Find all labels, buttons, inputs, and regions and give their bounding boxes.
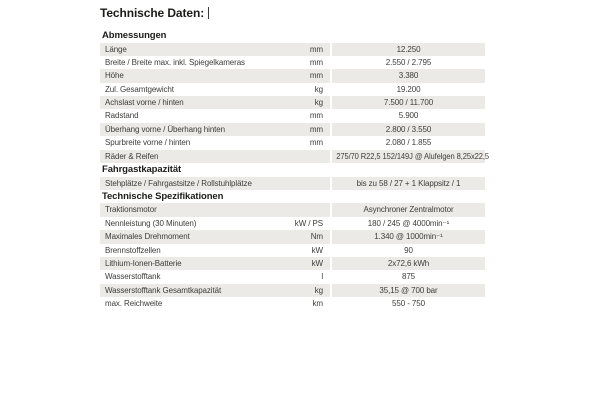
table-row <box>100 109 485 122</box>
spec-document <box>100 6 489 311</box>
row-unit <box>268 150 330 163</box>
row-left-cell <box>100 203 332 216</box>
row-left-cell <box>100 177 332 190</box>
row-unit: kW <box>311 245 323 255</box>
row-unit: kW <box>311 258 323 268</box>
row-label: Lithium-Ionen-Batterie <box>105 258 182 268</box>
row-label: Breite / Breite max. inkl. Spiegelkameras <box>105 57 245 67</box>
row-unit: kg <box>314 84 323 94</box>
row-value: 5.900 <box>398 111 419 121</box>
row-value: 875 <box>401 272 416 282</box>
row-value: 19.200 <box>396 84 421 94</box>
row-label: Traktionsmotor <box>105 205 157 215</box>
row-left-cell <box>100 123 332 136</box>
spec-section <box>100 29 489 163</box>
table-row <box>100 83 485 96</box>
table-row <box>100 43 485 56</box>
row-value: 275/70 R22,5 152/149J @ Alufelgen 8,25x22,5 <box>336 151 489 161</box>
spec-section <box>100 163 485 190</box>
row-value: 12.250 <box>396 44 421 54</box>
row-unit: mm <box>309 57 323 67</box>
table-row <box>100 123 485 136</box>
row-label: Wasserstofftank <box>105 272 161 282</box>
row-left-cell <box>100 244 332 257</box>
row-unit <box>268 177 330 190</box>
row-label: Maximales Drehmoment <box>105 232 190 242</box>
section-heading: Fahrgastkapazität <box>102 164 182 176</box>
row-label: max. Reichweite <box>105 299 163 309</box>
row-left-cell <box>100 96 332 109</box>
row-label: Länge <box>105 44 127 54</box>
row-label: Höhe <box>105 71 124 81</box>
row-label: Räder & Reifen <box>105 151 159 161</box>
table-row <box>100 270 485 283</box>
row-unit: km <box>312 299 323 309</box>
row-label: Achslast vorne / hinten <box>105 98 184 108</box>
table-row <box>100 136 485 149</box>
row-unit: Nm <box>310 232 323 242</box>
row-value: 550 - 750 <box>392 299 425 309</box>
row-left-cell <box>100 217 332 230</box>
page-title: Technische Daten: <box>100 6 205 20</box>
row-value: 35,15 @ 700 bar <box>379 285 438 295</box>
row-label: Überhang vorne / Überhang hinten <box>105 124 225 134</box>
row-left-cell <box>100 284 332 297</box>
row-unit: mm <box>309 138 323 148</box>
row-label: Wasserstofftank Gesamtkapazität <box>105 285 222 295</box>
table-row <box>100 244 485 257</box>
section-heading: Technische Spezifikationen <box>102 190 224 202</box>
row-value: 2x72,6 kWh <box>387 258 430 268</box>
row-left-cell <box>100 257 332 270</box>
spec-section <box>100 190 485 311</box>
table-row <box>100 284 485 297</box>
table-row <box>100 177 485 190</box>
row-left-cell <box>100 270 332 283</box>
table-row <box>100 56 485 69</box>
row-left-cell <box>100 69 332 82</box>
row-value: bis zu 58 / 27 + 1 Klappsitz / 1 <box>356 178 461 188</box>
row-left-cell <box>100 109 332 122</box>
row-unit: l <box>321 272 323 282</box>
table-row <box>100 257 485 270</box>
row-unit: kW / PS <box>294 218 323 228</box>
row-unit: kg <box>314 285 323 295</box>
row-label: Stehplätze / Fahrgastsitze / Rollstuhlplätze <box>105 178 252 188</box>
row-value: 2.800 / 3.550 <box>385 124 432 134</box>
row-unit: mm <box>309 111 323 121</box>
row-label: Brennstoffzellen <box>105 245 161 255</box>
row-left-cell <box>100 150 332 163</box>
row-value: 7.500 / 11.700 <box>383 98 434 108</box>
row-left-cell <box>100 136 332 149</box>
row-value: 2.080 / 1.855 <box>385 138 432 148</box>
row-left-cell <box>100 230 332 243</box>
section-heading: Abmessungen <box>102 30 167 41</box>
row-left-cell <box>100 83 332 96</box>
row-unit: kg <box>314 98 323 108</box>
row-left-cell <box>100 297 332 310</box>
table-row <box>100 297 485 310</box>
spec-tables <box>100 29 489 311</box>
table-row <box>100 217 485 230</box>
table-row <box>100 96 485 109</box>
row-unit: mm <box>309 124 323 134</box>
row-value: 180 / 245 @ 4000min⁻¹ <box>367 218 450 228</box>
text-cursor <box>208 7 209 19</box>
row-unit: mm <box>309 44 323 54</box>
row-label: Spurbreite vorne / hinten <box>105 138 191 148</box>
row-left-cell <box>100 43 332 56</box>
row-label: Nennleistung (30 Minuten) <box>105 218 197 228</box>
table-row <box>100 69 485 82</box>
table-row <box>100 150 489 163</box>
table-row <box>100 203 485 216</box>
row-label: Zul. Gesamtgewicht <box>105 84 174 94</box>
row-value: 90 <box>404 245 413 255</box>
row-label: Radstand <box>105 111 139 121</box>
row-value: 1.340 @ 1000min⁻¹ <box>374 232 443 242</box>
row-unit <box>268 203 330 216</box>
row-value: 2.550 / 2.795 <box>385 57 432 67</box>
table-row <box>100 230 485 243</box>
row-unit: mm <box>309 71 323 81</box>
row-value: 3.380 <box>398 71 419 81</box>
document-title-input[interactable] <box>100 6 485 20</box>
row-value: Asynchroner Zentralmotor <box>363 205 454 215</box>
row-left-cell <box>100 56 332 69</box>
